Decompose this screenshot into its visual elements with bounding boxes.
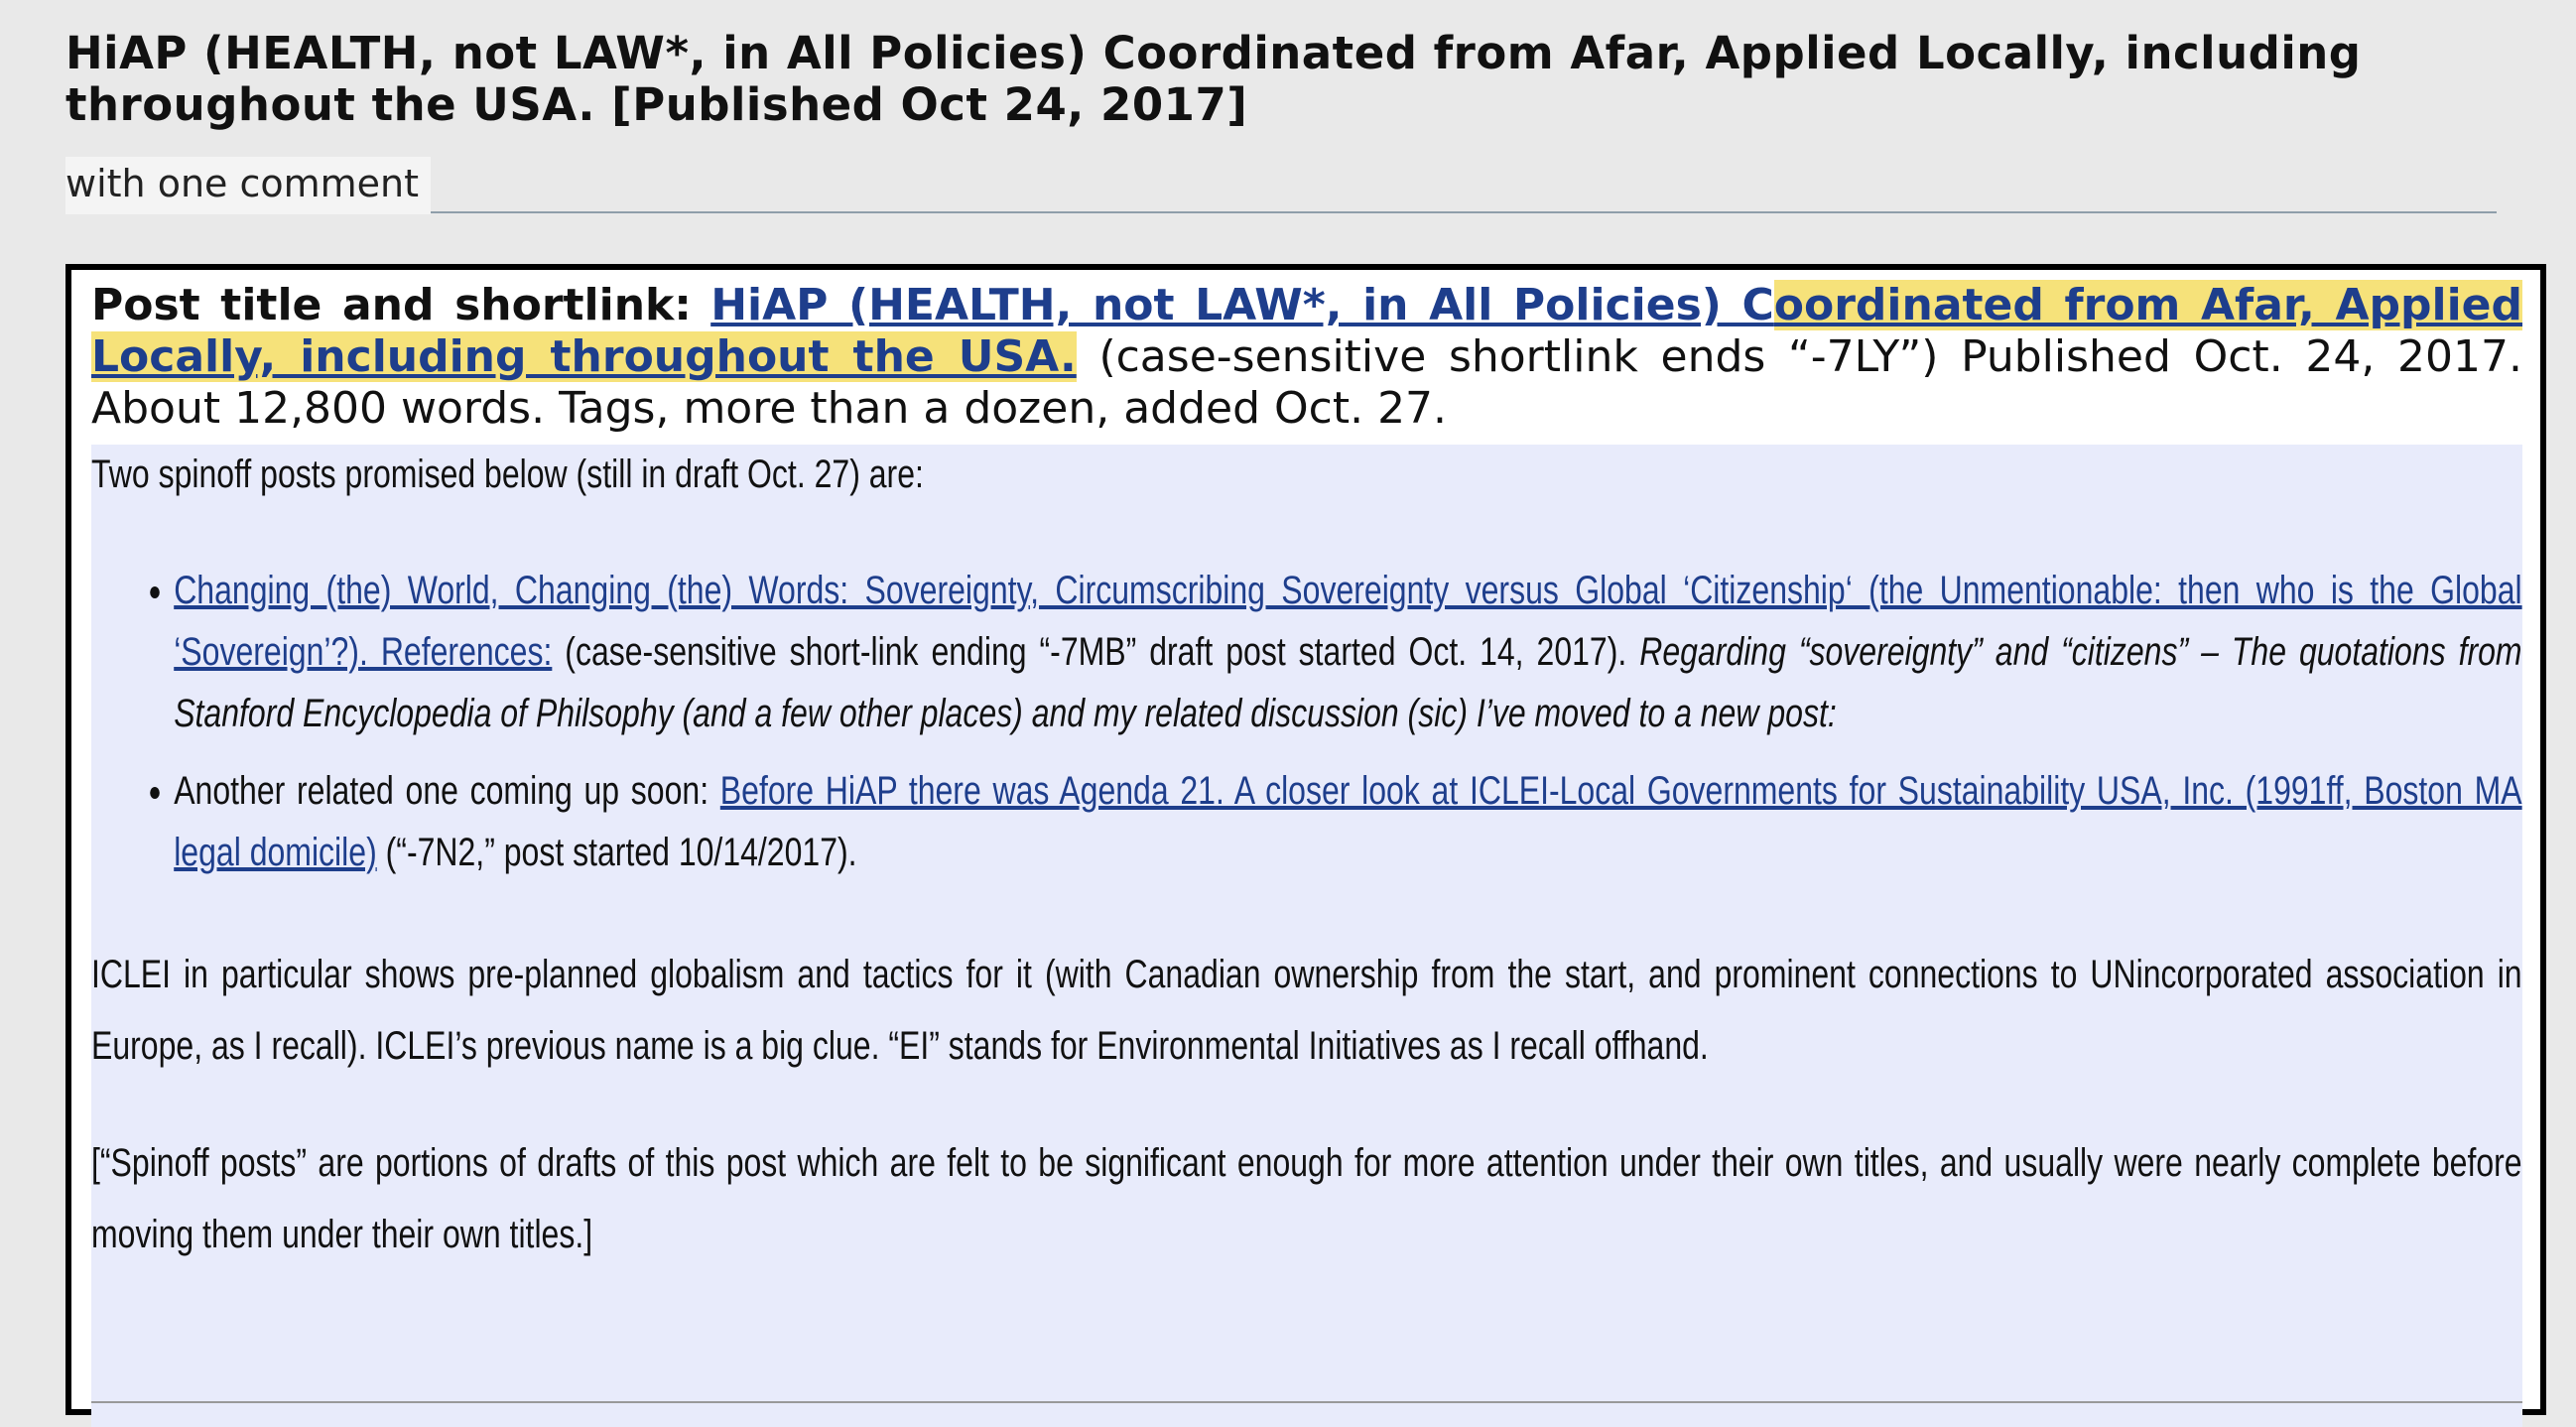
highlighted-shortlink-text: oordinated from Afar, Applied Locally, including throughout the USA. [91,280,2522,382]
post-content-box [65,264,2546,1415]
sovereignty-post-details: (case-sensitive short-link ending “-7MB” draft post started Oct. 14, 2017). [552,630,1640,674]
comment-divider [431,211,2497,213]
shortlink-details: (case-sensitive shortlink ends “-7LY”) Published Oct. 24, 2017. About 12,800 words. Tags, more than a dozen, added Oct. 27. [91,331,2522,434]
shortlink-text-part1: HiAP (HEALTH, not LAW*, in All Policies) C [710,280,1774,330]
sovereignty-post-note: Regarding “sovereignty” and “citizens” – The quotations from Stanford Encyclopedia of Philsophy (and a few other places) and my related discussion (sic) I’ve moved to a new post: [174,630,2522,735]
spinoff-item-agenda21 [174,760,2521,883]
spinoff-list [91,560,2522,883]
agenda21-post-details: (“-7N2,” post started 10/14/2017). [376,831,857,874]
agenda21-prefix: Another related one coming up soon: [174,769,720,813]
sovereignty-post-link[interactable]: Changing (the) World, Changing (the) Words: Sovereignty, Circumscribing Sovereignty versus Global ‘Citizenship‘ (the Unmentionable: then who is the Global ‘Sovereign’?). References: [174,569,2522,674]
spinoff-item-sovereignty [174,560,2521,744]
spinoff-intro: Two spinoff posts promised below (still in draft Oct. 27) are: [91,453,924,496]
post-body [91,445,2522,1270]
shortlink-paragraph [91,280,2522,435]
comments-link[interactable]: with one comment [65,162,420,205]
iclei-paragraph: ICLEI in particular shows pre-planned globalism and tactics for it (with Canadian ownership from the start, and prominent connections to UNincorporated association in Europe, as I recall). ICLEI’s previous name is a big clue. “EI” stands for Environmental Initiatives as I recall offhand. [91,953,2522,1068]
agenda21-post-link[interactable]: Before HiAP there was Agenda 21. A closer look at ICLEI-Local Governments for Sustainability USA, Inc. (1991ff, Boston MA legal domicile) [174,769,2522,874]
shortlink-label: Post title and shortlink: [91,280,692,330]
spinoff-note-paragraph: [“Spinoff posts” are portions of drafts of this post which are felt to be significant enough for more attention under their own titles, and usually were nearly complete before moving them under their own titles.] [91,1141,2522,1256]
post-title: HiAP (HEALTH, not LAW*, in All Policies) Coordinated from Afar, Applied Locally, including throughout the USA. [Published Oct 24, 2017] [65,27,2362,131]
